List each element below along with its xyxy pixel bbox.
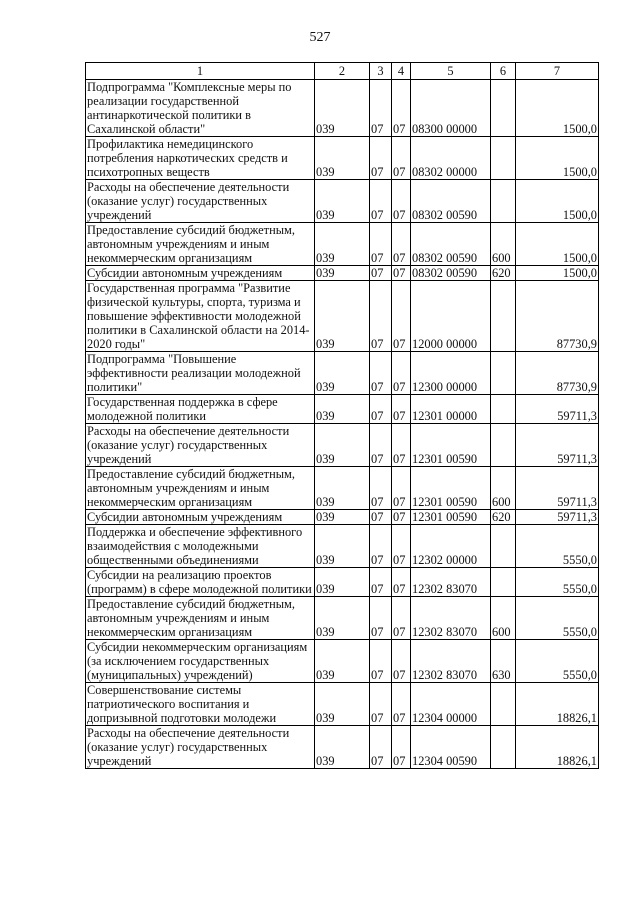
section-code-cell: 07 [370,137,392,180]
section-code-cell: 07 [370,640,392,683]
expense-type-cell [491,683,516,726]
expense-name-cell: Расходы на обеспечение деятельности (оказание услуг) государственных учреждений [86,424,315,467]
target-article-cell: 12300 00000 [411,352,491,395]
target-article-cell: 12302 00000 [411,525,491,568]
subsection-code-cell: 07 [392,683,411,726]
expense-type-cell: 620 [491,510,516,525]
target-article-cell: 12304 00590 [411,726,491,769]
ministry-code-cell: 039 [315,137,370,180]
expense-name-cell: Расходы на обеспечение деятельности (оказание услуг) государственных учреждений [86,180,315,223]
section-code-cell: 07 [370,568,392,597]
table-row [86,525,599,568]
expense-type-cell: 600 [491,467,516,510]
amount-cell: 1500,0 [516,223,599,266]
table-row [86,467,599,510]
amount-cell: 59711,3 [516,510,599,525]
expense-type-cell [491,525,516,568]
amount-cell: 18826,1 [516,683,599,726]
amount-cell: 18826,1 [516,726,599,769]
expense-type-cell: 600 [491,223,516,266]
subsection-code-cell: 07 [392,281,411,352]
expense-name-cell: Субсидии на реализацию проектов (программ) в сфере молодежной политики [86,568,315,597]
section-code-cell: 07 [370,266,392,281]
ministry-code-cell: 039 [315,80,370,137]
table-body [86,80,599,769]
expense-name-cell: Субсидии некоммерческим организациям (за исключением государственных (муниципальных) учреждений) [86,640,315,683]
subsection-code-cell: 07 [392,180,411,223]
header-col-4: 4 [392,63,411,80]
header-col-6: 6 [491,63,516,80]
expense-name-cell: Расходы на обеспечение деятельности (оказание услуг) государственных учреждений [86,726,315,769]
section-code-cell: 07 [370,597,392,640]
amount-cell: 1500,0 [516,266,599,281]
ministry-code-cell: 039 [315,352,370,395]
ministry-code-cell: 039 [315,180,370,223]
expense-type-cell [491,137,516,180]
amount-cell: 1500,0 [516,180,599,223]
amount-cell: 87730,9 [516,281,599,352]
target-article-cell: 08302 00590 [411,223,491,266]
ministry-code-cell: 039 [315,640,370,683]
subsection-code-cell: 07 [392,266,411,281]
expense-name-cell: Государственная поддержка в сфере молодежной политики [86,395,315,424]
section-code-cell: 07 [370,180,392,223]
expense-type-cell: 600 [491,597,516,640]
table-row [86,424,599,467]
table-row [86,180,599,223]
target-article-cell: 12302 83070 [411,597,491,640]
subsection-code-cell: 07 [392,352,411,395]
amount-cell: 59711,3 [516,395,599,424]
section-code-cell: 07 [370,683,392,726]
table-row [86,266,599,281]
subsection-code-cell: 07 [392,568,411,597]
section-code-cell: 07 [370,352,392,395]
subsection-code-cell: 07 [392,510,411,525]
section-code-cell: 07 [370,281,392,352]
header-col-5: 5 [411,63,491,80]
ministry-code-cell: 039 [315,525,370,568]
section-code-cell: 07 [370,223,392,266]
subsection-code-cell: 07 [392,726,411,769]
header-row [86,63,599,80]
amount-cell: 5550,0 [516,597,599,640]
subsection-code-cell: 07 [392,80,411,137]
target-article-cell: 12304 00000 [411,683,491,726]
target-article-cell: 12301 00000 [411,395,491,424]
table-row [86,223,599,266]
section-code-cell: 07 [370,467,392,510]
budget-table [85,62,599,769]
ministry-code-cell: 039 [315,424,370,467]
target-article-cell: 12301 00590 [411,424,491,467]
amount-cell: 5550,0 [516,525,599,568]
subsection-code-cell: 07 [392,597,411,640]
subsection-code-cell: 07 [392,424,411,467]
expense-type-cell [491,726,516,769]
table-row [86,281,599,352]
ministry-code-cell: 039 [315,395,370,424]
target-article-cell: 12301 00590 [411,467,491,510]
ministry-code-cell: 039 [315,597,370,640]
header-col-3: 3 [370,63,392,80]
expense-name-cell: Субсидии автономным учреждениям [86,510,315,525]
table-row [86,352,599,395]
subsection-code-cell: 07 [392,467,411,510]
table-row [86,510,599,525]
expense-name-cell: Совершенствование системы патриотического воспитания и допризывной подготовки молодежи [86,683,315,726]
section-code-cell: 07 [370,726,392,769]
expense-type-cell [491,80,516,137]
amount-cell: 87730,9 [516,352,599,395]
amount-cell: 1500,0 [516,137,599,180]
expense-name-cell: Профилактика немедицинского потребления наркотических средств и психотропных веществ [86,137,315,180]
amount-cell: 5550,0 [516,640,599,683]
amount-cell: 59711,3 [516,467,599,510]
table-header [86,63,599,80]
expense-name-cell: Подпрограмма "Повышение эффективности реализации молодежной политики" [86,352,315,395]
target-article-cell: 08302 00000 [411,137,491,180]
expense-name-cell: Поддержка и обеспечение эффективного взаимодействия с молодежными общественными объединениями [86,525,315,568]
expense-type-cell [491,180,516,223]
subsection-code-cell: 07 [392,640,411,683]
ministry-code-cell: 039 [315,281,370,352]
table-row [86,683,599,726]
section-code-cell: 07 [370,424,392,467]
subsection-code-cell: 07 [392,137,411,180]
page-number: 527 [309,30,331,45]
table-row [86,726,599,769]
section-code-cell: 07 [370,80,392,137]
ministry-code-cell: 039 [315,683,370,726]
table-row [86,395,599,424]
expense-type-cell: 630 [491,640,516,683]
table-row [86,568,599,597]
section-code-cell: 07 [370,395,392,424]
table-row [86,597,599,640]
table-row [86,80,599,137]
target-article-cell: 12000 00000 [411,281,491,352]
ministry-code-cell: 039 [315,568,370,597]
ministry-code-cell: 039 [315,510,370,525]
expense-name-cell: Предоставление субсидий бюджетным, автономным учреждениям и иным некоммерческим организациям [86,597,315,640]
expense-type-cell [491,281,516,352]
expense-type-cell [491,424,516,467]
expense-name-cell: Подпрограмма "Комплексные меры по реализации государственной антинаркотической политики в Сахалинской области" [86,80,315,137]
expense-type-cell [491,395,516,424]
subsection-code-cell: 07 [392,223,411,266]
table-row [86,137,599,180]
header-col-2: 2 [315,63,370,80]
expense-name-cell: Предоставление субсидий бюджетным, автономным учреждениям и иным некоммерческим организациям [86,467,315,510]
section-code-cell: 07 [370,510,392,525]
target-article-cell: 08302 00590 [411,266,491,281]
expense-type-cell [491,352,516,395]
header-col-1: 1 [86,63,315,80]
expense-type-cell [491,568,516,597]
target-article-cell: 12302 83070 [411,568,491,597]
subsection-code-cell: 07 [392,525,411,568]
target-article-cell: 12301 00590 [411,510,491,525]
target-article-cell: 08302 00590 [411,180,491,223]
ministry-code-cell: 039 [315,467,370,510]
expense-name-cell: Субсидии автономным учреждениям [86,266,315,281]
amount-cell: 59711,3 [516,424,599,467]
ministry-code-cell: 039 [315,266,370,281]
header-col-7: 7 [516,63,599,80]
table-row [86,640,599,683]
section-code-cell: 07 [370,525,392,568]
ministry-code-cell: 039 [315,726,370,769]
expense-type-cell: 620 [491,266,516,281]
ministry-code-cell: 039 [315,223,370,266]
subsection-code-cell: 07 [392,395,411,424]
amount-cell: 5550,0 [516,568,599,597]
target-article-cell: 12302 83070 [411,640,491,683]
target-article-cell: 08300 00000 [411,80,491,137]
amount-cell: 1500,0 [516,80,599,137]
expense-name-cell: Государственная программа "Развитие физической культуры, спорта, туризма и повышение эффективности молодежной политики в Сахалинской области на 2014-2020 годы" [86,281,315,352]
expense-name-cell: Предоставление субсидий бюджетным, автономным учреждениям и иным некоммерческим организациям [86,223,315,266]
